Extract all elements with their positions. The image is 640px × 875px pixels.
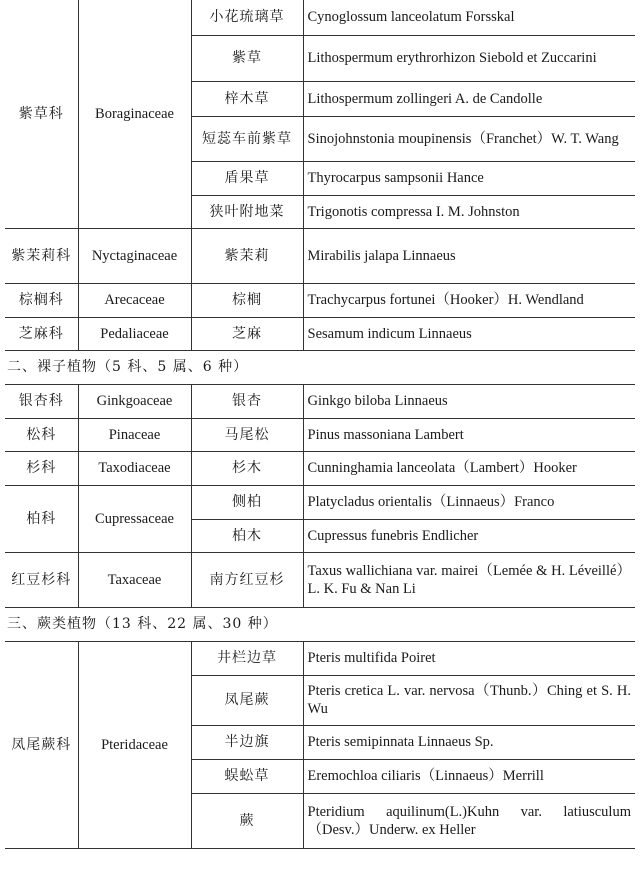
species-latin-cell: Cupressus funebris Endlicher (303, 519, 635, 552)
species-cn-cell: 马尾松 (191, 418, 303, 451)
family-latin-cell: Nyctaginaceae (78, 228, 191, 283)
family-cn-cell: 凤尾蕨科 (5, 641, 78, 848)
family-cn-cell: 紫草科 (5, 0, 78, 228)
family-cn-cell: 棕榈科 (5, 283, 78, 317)
family-cn-cell: 芝麻科 (5, 317, 78, 350)
species-latin-cell: Thyrocarpus sampsonii Hance (303, 161, 635, 195)
family-latin-cell: Taxodiaceae (78, 451, 191, 485)
species-latin-cell: Lithospermum erythrorhizon Siebold et Zuccarini (303, 35, 635, 81)
family-latin-cell: Cupressaceae (78, 485, 191, 552)
family-cn-cell: 红豆杉科 (5, 552, 78, 607)
species-latin-cell: Lithospermum zollingeri A. de Candolle (303, 81, 635, 116)
species-cn-cell: 小花琉璃草 (191, 0, 303, 35)
species-latin-cell: Ginkgo biloba Linnaeus (303, 384, 635, 418)
section-row (5, 350, 635, 384)
family-cn-cell: 松科 (5, 418, 78, 451)
species-table (5, 0, 635, 849)
species-cn-cell: 柏木 (191, 519, 303, 552)
species-cn-cell: 芝麻 (191, 317, 303, 350)
species-cn-cell: 蕨 (191, 793, 303, 848)
species-latin-cell: Sesamum indicum Linnaeus (303, 317, 635, 350)
family-latin-cell: Pteridaceae (78, 641, 191, 848)
species-cn-cell: 侧柏 (191, 485, 303, 519)
family-latin-cell: Boraginaceae (78, 0, 191, 228)
table-row (5, 485, 635, 519)
species-latin-cell: Pteris semipinnata Linnaeus Sp. (303, 725, 635, 759)
family-latin-cell: Ginkgoaceae (78, 384, 191, 418)
species-latin-cell: Platycladus orientalis（Linnaeus）Franco (303, 485, 635, 519)
table-row (5, 451, 635, 485)
species-latin-cell: Cynoglossum lanceolatum Forsskal (303, 0, 635, 35)
species-cn-cell: 凤尾蕨 (191, 675, 303, 725)
table-row (5, 384, 635, 418)
section-row (5, 607, 635, 641)
species-cn-cell: 半边旗 (191, 725, 303, 759)
table-row (5, 0, 635, 35)
table-row (5, 641, 635, 675)
species-latin-cell: Mirabilis jalapa Linnaeus (303, 228, 635, 283)
species-cn-cell: 狭叶附地菜 (191, 195, 303, 228)
species-latin-cell: Cunninghamia lanceolata（Lambert）Hooker (303, 451, 635, 485)
family-cn-cell: 杉科 (5, 451, 78, 485)
family-cn-cell: 银杏科 (5, 384, 78, 418)
species-cn-cell: 银杏 (191, 384, 303, 418)
species-cn-cell: 紫草 (191, 35, 303, 81)
family-latin-cell: Pinaceae (78, 418, 191, 451)
species-latin-cell: Pteris cretica L. var. nervosa（Thunb.）Ching et S. H. Wu (303, 675, 635, 725)
table-row (5, 283, 635, 317)
table-row (5, 552, 635, 607)
family-cn-cell: 紫茉莉科 (5, 228, 78, 283)
species-cn-cell: 蜈蚣草 (191, 759, 303, 793)
species-cn-cell: 梓木草 (191, 81, 303, 116)
section-heading: 三、蕨类植物（13 科、22 属、30 种） (5, 607, 635, 641)
table-row (5, 418, 635, 451)
species-cn-cell: 南方红豆杉 (191, 552, 303, 607)
species-cn-cell: 杉木 (191, 451, 303, 485)
species-latin-cell: Eremochloa ciliaris（Linnaeus）Merrill (303, 759, 635, 793)
family-cn-cell: 柏科 (5, 485, 78, 552)
section-heading: 二、裸子植物（5 科、5 属、6 种） (5, 350, 635, 384)
family-latin-cell: Arecaceae (78, 283, 191, 317)
species-latin-cell: Taxus wallichiana var. mairei（Lemée & H. Léveillé）L. K. Fu & Nan Li (303, 552, 635, 607)
table-row (5, 228, 635, 283)
species-latin-cell: Pteridium aquilinum(L.)Kuhn var. latiusculum（Desv.）Underw. ex Heller (303, 793, 635, 848)
species-latin-cell: Sinojohnstonia moupinensis（Franchet）W. T. Wang (303, 116, 635, 161)
species-cn-cell: 井栏边草 (191, 641, 303, 675)
species-latin-cell: Trigonotis compressa I. M. Johnston (303, 195, 635, 228)
species-cn-cell: 短蕊车前紫草 (191, 116, 303, 161)
family-latin-cell: Pedaliaceae (78, 317, 191, 350)
species-latin-cell: Trachycarpus fortunei（Hooker）H. Wendland (303, 283, 635, 317)
species-cn-cell: 棕榈 (191, 283, 303, 317)
family-latin-cell: Taxaceae (78, 552, 191, 607)
table-row (5, 317, 635, 350)
species-cn-cell: 紫茉莉 (191, 228, 303, 283)
species-latin-cell: Pinus massoniana Lambert (303, 418, 635, 451)
species-latin-cell: Pteris multifida Poiret (303, 641, 635, 675)
species-cn-cell: 盾果草 (191, 161, 303, 195)
